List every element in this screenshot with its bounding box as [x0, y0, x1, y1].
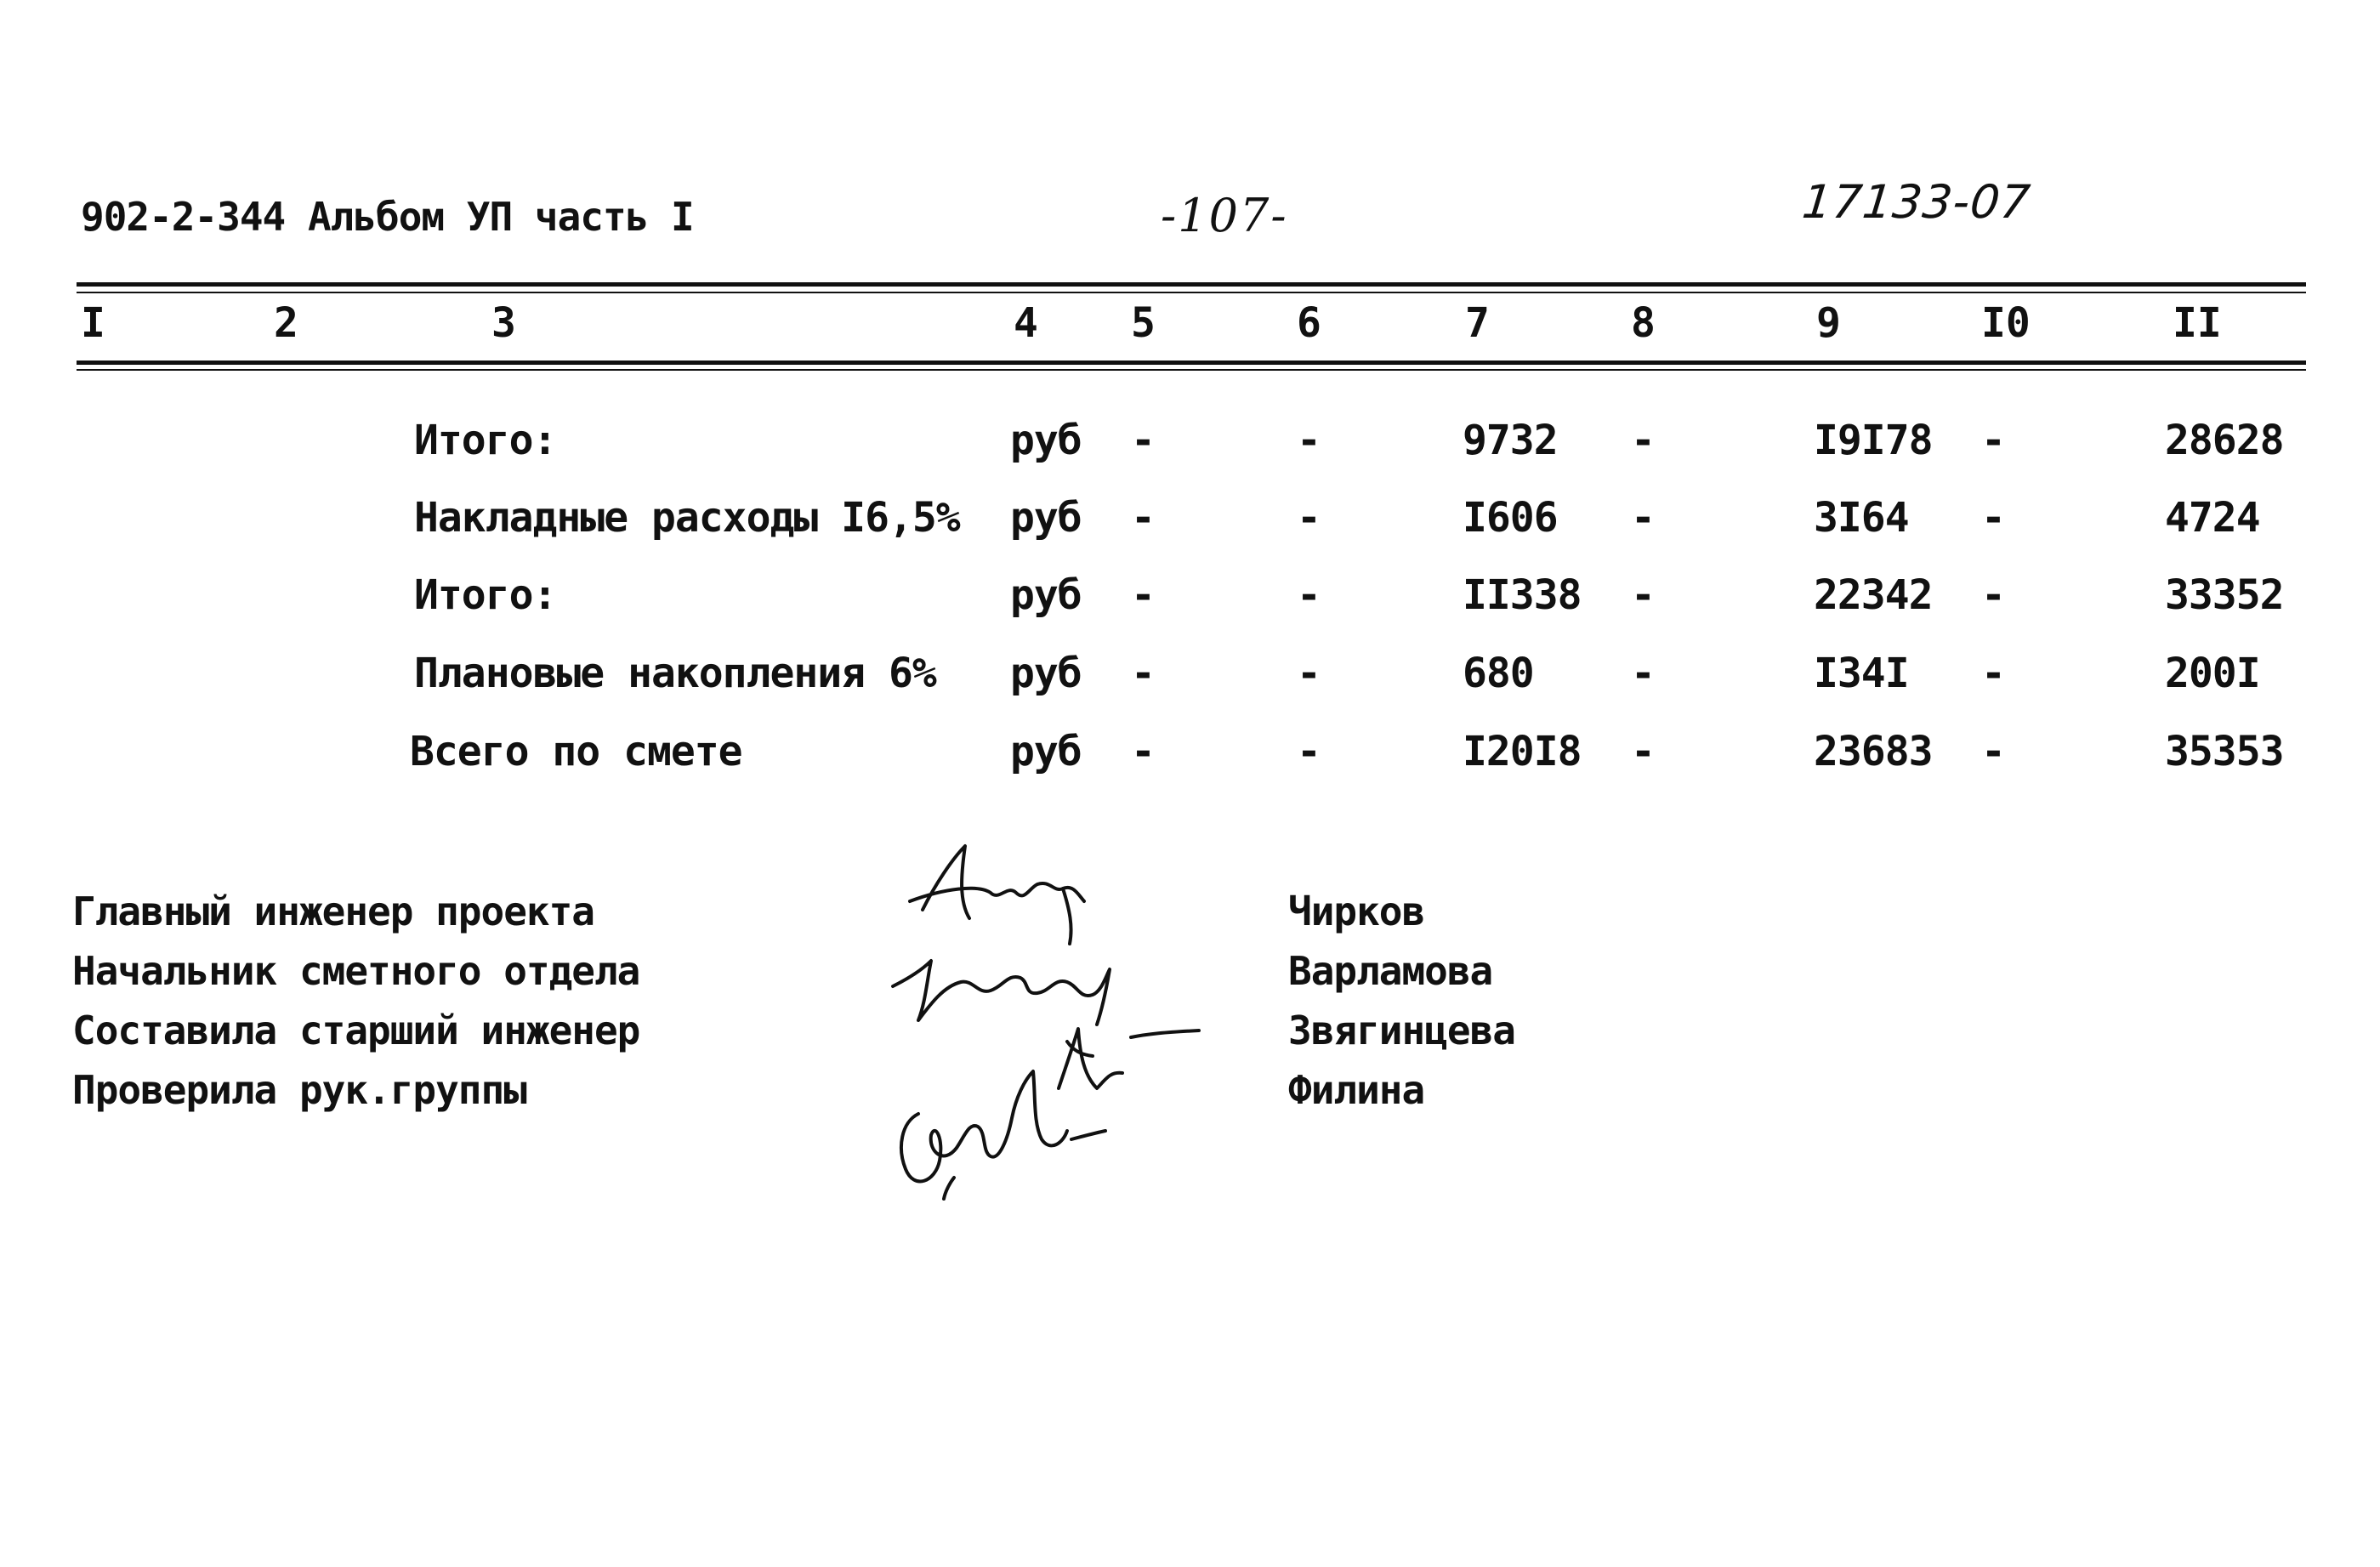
cell-col9: I9I78 — [1814, 417, 1933, 464]
cell-col6: - — [1297, 417, 1321, 464]
column-header-7: 7 — [1465, 299, 1490, 347]
cell-col7: 9732 — [1463, 417, 1558, 464]
cell-col5: - — [1131, 571, 1155, 619]
column-header-2: 2 — [274, 299, 298, 347]
row-label: Итого: — [414, 571, 557, 619]
column-header-11: II — [2173, 299, 2222, 347]
document-number: 17133-07 — [1799, 175, 2034, 229]
cell-col6: - — [1297, 728, 1321, 775]
signer-name: Чирков — [1288, 889, 1425, 934]
signer-role: Главный инженер проекта — [72, 889, 594, 934]
cell-col7: I20I8 — [1463, 728, 1582, 775]
column-header-8: 8 — [1631, 299, 1656, 347]
cell-col5: - — [1131, 650, 1155, 697]
row-unit: руб — [1010, 494, 1082, 542]
row-unit: руб — [1010, 571, 1082, 619]
cell-col7: I606 — [1463, 494, 1558, 542]
row-label: Накладные расходы I6,5% — [414, 494, 960, 542]
column-header-3: 3 — [491, 299, 516, 347]
cell-col7: II338 — [1463, 571, 1582, 619]
cell-col10: - — [1981, 728, 2005, 775]
row-label: Итого: — [414, 417, 557, 464]
cell-col10: - — [1981, 417, 2005, 464]
column-header-9: 9 — [1816, 299, 1841, 347]
cell-col8: - — [1631, 650, 1655, 697]
signer-role: Составила старший инженер — [72, 1008, 640, 1053]
signature-stroke-3 — [1059, 1029, 1199, 1088]
cell-col9: 22342 — [1814, 571, 1933, 619]
cell-col10: - — [1981, 494, 2005, 542]
table-top-rule-thin — [77, 292, 2306, 293]
row-unit: руб — [1010, 417, 1082, 464]
row-unit: руб — [1010, 650, 1082, 697]
document-code: 902-2-344 Альбом УП часть I — [81, 194, 694, 240]
cell-col11: 200I — [2165, 650, 2260, 697]
cell-col5: - — [1131, 417, 1155, 464]
cell-col8: - — [1631, 417, 1655, 464]
signature-stroke-1 — [910, 846, 1084, 944]
cell-col9: 23683 — [1814, 728, 1933, 775]
column-header-1: I — [81, 299, 105, 347]
cell-col7: 680 — [1463, 650, 1534, 697]
row-label: Всего по смете — [410, 728, 742, 775]
cell-col8: - — [1631, 571, 1655, 619]
cell-col11: 28628 — [2165, 417, 2284, 464]
column-header-4: 4 — [1014, 299, 1038, 347]
cell-col11: 4724 — [2165, 494, 2260, 542]
cell-col6: - — [1297, 494, 1321, 542]
column-header-10: I0 — [1981, 299, 2031, 347]
table-header-bottom-rule-thin — [77, 369, 2306, 371]
cell-col11: 35353 — [2165, 728, 2284, 775]
row-unit: руб — [1010, 728, 1082, 775]
cell-col8: - — [1631, 728, 1655, 775]
signature-stroke-2 — [893, 961, 1110, 1025]
table-header-bottom-rule — [77, 361, 2306, 365]
cell-col6: - — [1297, 571, 1321, 619]
page-number: -107- — [1161, 189, 1288, 242]
cell-col5: - — [1131, 728, 1155, 775]
signer-name: Филина — [1288, 1067, 1425, 1113]
signature-stroke-4 — [901, 1071, 1105, 1181]
signer-role: Начальник сметного отдела — [72, 948, 640, 994]
column-header-6: 6 — [1297, 299, 1321, 347]
cell-col8: - — [1631, 494, 1655, 542]
row-label: Плановые накопления 6% — [414, 650, 936, 697]
cell-col9: I34I — [1814, 650, 1909, 697]
column-header-5: 5 — [1131, 299, 1156, 347]
signer-name: Варламова — [1288, 948, 1493, 994]
cell-col10: - — [1981, 650, 2005, 697]
table-top-rule — [77, 282, 2306, 287]
cell-col11: 33352 — [2165, 571, 2284, 619]
cell-col6: - — [1297, 650, 1321, 697]
cell-col10: - — [1981, 571, 2005, 619]
signer-role: Проверила рук.группы — [72, 1067, 526, 1113]
cell-col5: - — [1131, 494, 1155, 542]
signer-name: Звягинцева — [1288, 1008, 1515, 1053]
signature-stroke-5 — [944, 1178, 954, 1199]
handwritten-signatures — [850, 833, 1241, 1207]
cell-col9: 3I64 — [1814, 494, 1909, 542]
